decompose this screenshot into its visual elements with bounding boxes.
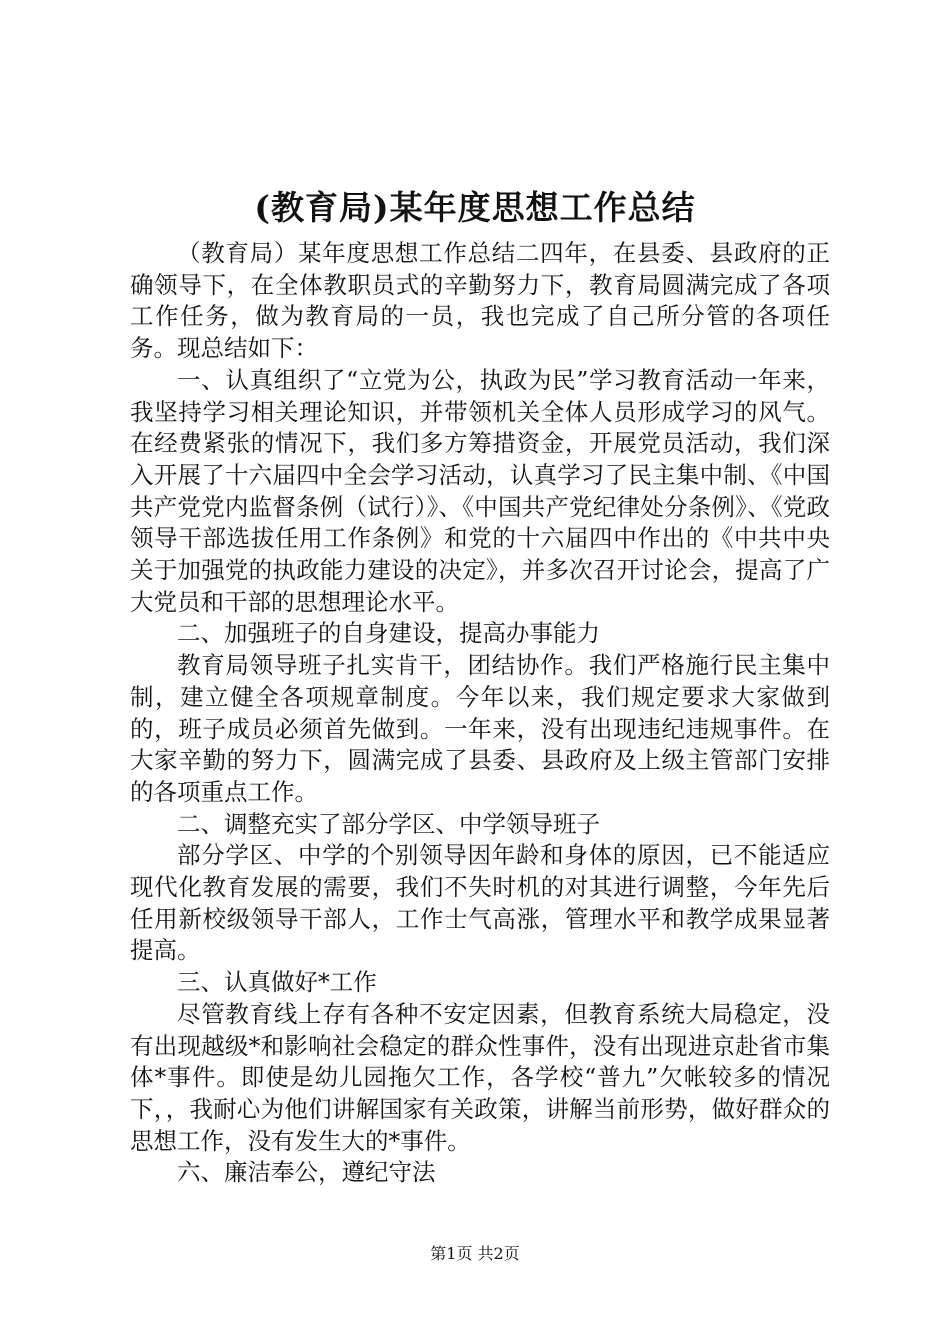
paragraph-section-2: 教育局领导班子扎实肯干，团结协作。我们严格施行民主集中制，建立健全各项规章制度。今年以来，我们规定要求大家做到的，班子成员必须首先做到。一年来，没有出现违纪违规事件。在大家辛勤的努力下，圆满完成了县委、县政府及上级主管部门安排的各项重点工作。 [130,651,830,806]
paragraph-section-2b: 部分学区、中学的个别领导因年龄和身体的原因，已不能适应现代化教育发展的需要，我们不失时机的对其进行调整，今年先后任用新校级领导干部人，工作士气高涨，管理水平和教学成果显著提高。 [130,841,830,965]
paragraph-section-1: 一、认真组织了“立党为公，执政为民”学习教育活动一年来，我坚持学习相关理论知识，并带领机关全体人员形成学习的风气。在经费紧张的情况下，我们多方筹措资金，开展党员活动，我们深入开展了十六届四中全会学习活动，认真学习了民主集中制、《中国共产党党内监督条例（试行）》、《中国共产党纪律处分条例》、《党政领导干部选拔任用工作条例》和党的十六届四中作出的《中共中央关于加强党的执政能力建设的决定》，并多次召开讨论会，提高了广大党员和干部的思想理论水平。 [130,365,830,616]
section-heading-2b: 二、调整充实了部分学区、中学领导班子 [177,809,600,838]
document-title: (教育局)某年度思想工作总结 [254,188,696,227]
paragraph-intro: （教育局）某年度思想工作总结二四年，在县委、县政府的正确领导下，在全体教职员式的辛勤努力下，教育局圆满完成了各项工作任务，做为教育局的一员，我也完成了自己所分管的各项任务。现总结如下： [130,239,830,363]
section-heading-2: 二、加强班子的自身建设，提高办事能力 [177,619,600,648]
paragraph-section-3: 尽管教育线上存有各种不安定因素，但教育系统大局稳定，没有出现越级*和影响社会稳定的群众性事件，没有出现进京赴省市集体*事件。即使是幼儿园拖欠工作，各学校“普九”欠帐较多的情况下，，我耐心为他们讲解国家有关政策，讲解当前形势，做好群众的思想工作，没有发生大的*事件。 [130,999,830,1155]
section-heading-3: 三、认真做好*工作 [177,968,377,997]
section-heading-6: 六、廉洁奉公，遵纪守法 [177,1158,436,1187]
page-footer: 第1页 共2页 [430,1244,520,1263]
document-body [130,238,830,1189]
